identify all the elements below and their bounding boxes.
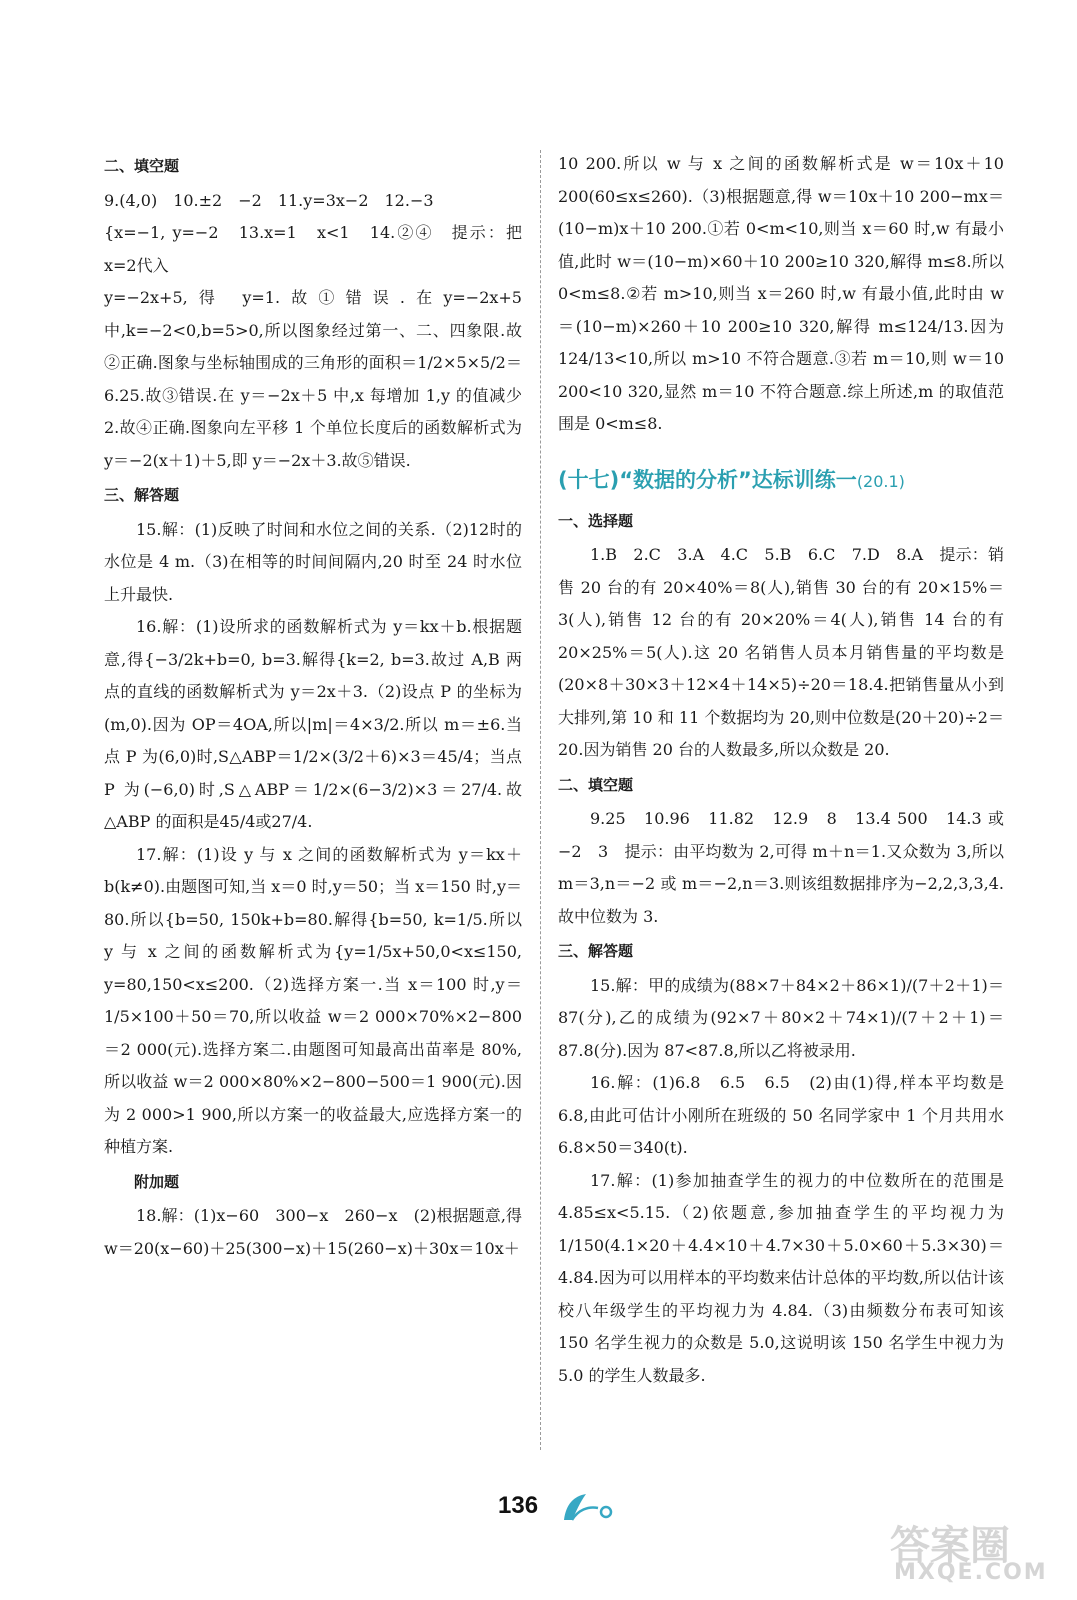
column-divider [540,150,541,1450]
answer-q18-continued: 10 200.所以 w 与 x 之间的函数解析式是 w＝10x＋10 200(60≤x≤260).（3)根据题意,得 w＝10x＋10 200−mx＝(10−m)x＋10 200.①若 0<m<10,则当 x＝60 时,w 有最小值,此时 w＝(10−m)×60＋10 200≥10 320,解得 m≤8.所以 0<m≤8.②若 m>10,则当 x＝260 时,w 有最小值,此时由 w＝(10−m)×260＋10 200≥10 320,解得 m≤124/13.因为124/13<10,所以 m>10 不符合题意.③若 m＝10,则 w＝10 200<10 320,显然 m＝10 不符合题意.综上所述,m 的取值范围是 0<m≤8. [558,154,1004,433]
fill-answers: 9.25 10.96 11.82 12.9 8 13.4 500 14.3 或−2 3 提示：由平均数为 2,可得 m＋n＝1.又众数为 3,所以 m＝3,n＝−2 或 m＝−2,n＝3.则该组数据排序为−2,2,3,3,4.故中位数为 3. [558,809,1004,926]
section-heading-solve: 三、解答题 [558,942,634,960]
section-heading-extra: 附加题 [134,1172,180,1191]
left-column [104,148,522,1265]
answer-q18: 18.解：(1)x−60 300−x 260−x (2)根据题意,得 w＝20(x−60)＋25(300−x)＋15(260−x)＋30x＝10x＋ [104,1206,522,1258]
fill-answers-line: {x=−1, y=−2 13.x=1 x<1 14.②④ 提示：把x=2代入 [104,223,522,275]
fill-hint-text: y=−2x+5,得 y=1.故①错误.在y=−2x+5中,k=−2<0,b=5>0,所以图象经过第一、二、四象限.故②正确.图象与坐标轴围成的三角形的面积＝1/2×5×5/2＝6.25.故③错误.在 y＝−2x＋5 中,x 每增加 1,y 的值减少 2.故④正确.图象向左平移 1 个单位长度后的函数解析式为 y＝−2(x＋1)＋5,即 y＝−2x＋3.故⑤错误. [104,288,522,470]
answer-q15: 15.解：(1)反映了时间和水位之间的关系.（2)12时的水位是 4 m.（3)在相等的时间间隔内,20 时至 24 时水位上升最快. [104,519,522,604]
fill-answers-line: 9.(4,0) 10.±2 −2 11.y=3x−2 12.−3 [104,190,434,210]
answer-q15: 15.解：甲的成绩为(88×7＋84×2＋86×1)/(7＋2＋1)＝87(分),乙的成绩为(92×7＋80×2＋74×1)/(7＋2＋1)＝87.8(分).因为 87<87.8,所以乙将被录用. [558,975,1004,1060]
answer-q17: 17.解：(1)参加抽查学生的视力的中位数所在的范围是 4.85≤x<5.15.（2)依题意,参加抽查学生的平均视力为 1/150(4.1×20＋4.4×10＋4.7×30＋5.0×60＋5.3×30)＝4.84.因为可以用样本的平均数来估计总体的平均数,所以估计该校八年级学生的平均视力为 4.84.（3)由频数分布表可知该 150 名学生视力的众数是 5.0,这说明该 150 名学生中视力为 5.0 的学生人数最多. [558,1170,1004,1385]
answer-q17: 17.解：(1)设 y 与 x 之间的函数解析式为 y＝kx＋b(k≠0).由题图可知,当 x＝0 时,y＝50；当 x＝150 时,y＝80.所以{b=50, 150k+b=80.解得{b=50, k=1/5.所以 y 与 x 之间的函数解析式为{y=1/5x+50,0<x≤150, y=80,150<x≤200.（2)选择方案一.当 x＝100 时,y＝1/5×100＋50＝70,所以收益 w＝2 000×70%×2−800＝2 000(元).选择方案二.由题图可知最高出苗率是 80%,所以收益 w＝2 000×80%×2−800−500＝1 900(元).因为 2 000>1 900,所以方案一的收益最大,应选择方案一的种植方案. [104,844,522,1156]
section-heading-solve: 三、解答题 [104,486,180,504]
watermark-text: 答案圈 [890,1523,1010,1569]
page-number: 136 [498,1492,539,1519]
section-heading-choice: 一、选择题 [558,511,634,530]
answer-q16: 16.解：(1)设所求的函数解析式为 y＝kx＋b.根据题意,得{−3/2k+b=0, b=3.解得{k=2, b=3.故过 A,B 两点的直线的函数解析式为 y＝2x＋3.（2)设点 P 的坐标为(m,0).因为 OP＝4OA,所以|m|＝4×3/2.所以 m＝±6.当点 P 为(6,0)时,S△ABP＝1/2×(3/2＋6)×3＝45/4；当点 P 为(−6,0)时,S△ABP＝1/2×(6−3/2)×3＝27/4.故△ABP 的面积是45/4或27/4. [104,617,522,831]
answer-q16: 16.解：(1)6.8 6.5 6.5 (2)由(1)得,样本平均数是 6.8,由此可估计小刚所在班级的 50 名同学家中 1 个月共用水 6.8×50＝340(t). [558,1073,1004,1157]
leaf-ornament-icon [560,1490,620,1524]
right-column [558,148,1004,1392]
section-heading-fill: 二、填空题 [104,157,180,175]
section-heading-fill: 二、填空题 [558,775,634,794]
choice-answers: 1.B 2.C 3.A 4.C 5.B 6.C 7.D 8.A 提示：销售 20 台的有 20×40%＝8(人),销售 30 台的有 20×15%＝3(人),销售 12 台的有 20×20%＝4(人),销售 14 台的有 20×25%＝5(人).这 20 名销售人员本月销售量的平均数是(20×8＋30×3＋12×4＋14×5)÷20＝18.4.把销售量从小到大排列,第 10 和 11 个数据均为 20,则中位数是(20＋20)÷2＝20.因为销售 20 台的人数最多,所以众数是 20. [558,545,1004,759]
section-title-sub: (20.1) [856,471,905,491]
section-title [558,463,1004,499]
watermark-logo [880,1508,1060,1588]
watermark-url: MXQE.COM [894,1560,1048,1585]
section-title-main: (十七)“数据的分析”达标训练一 [558,467,857,492]
